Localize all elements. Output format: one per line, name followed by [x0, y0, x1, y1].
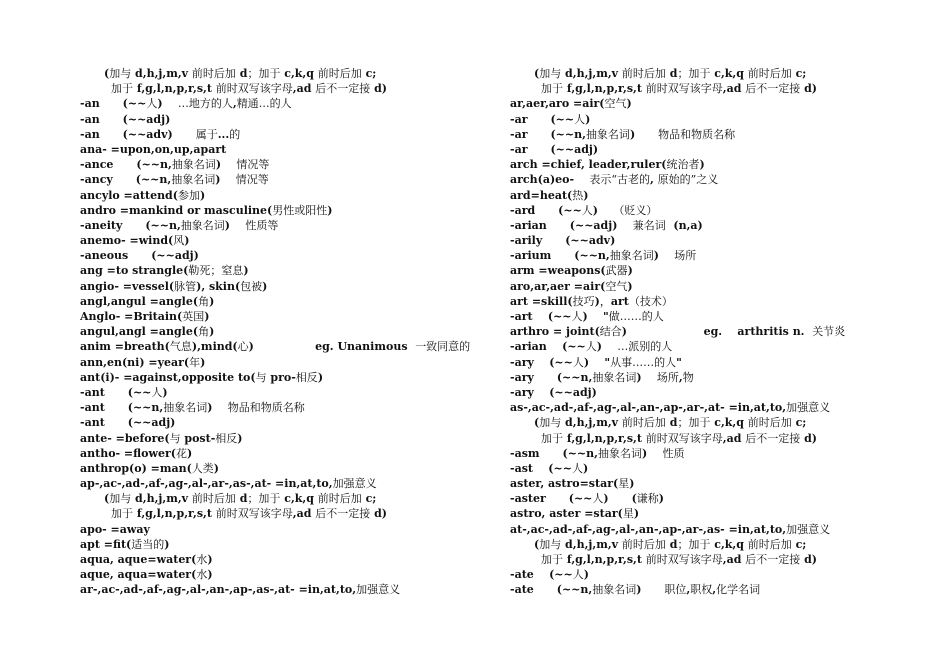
entry-line: -ary (~~adj): [510, 385, 597, 399]
entry-line: arch(a)eo- 表示“古老的, 原始的”之义: [510, 173, 719, 187]
entry-line: andro =mankind or masculine(男性或阳性): [80, 203, 333, 217]
entry-line: -ate (~~人): [510, 568, 589, 582]
entry-line: ang =to strangle(勒死；窒息): [80, 264, 249, 278]
entry-line: ar,aer,aro =air(空气): [510, 97, 632, 111]
entry-line: -asm (~~n,抽象名词) 性质: [510, 446, 685, 460]
entry-line: (加与 d,h,j,m,v 前时后加 d；加于 c,k,q 前时后加 c;: [104, 67, 377, 80]
entry-line: 加于 f,g,l,n,p,r,s,t 前时双写该字母,ad 后不一定接 d): [541, 82, 818, 96]
entry-line: ana- =upon,on,up,apart: [80, 142, 227, 156]
entry-line: as-,ac-,ad-,af-,ag-,al-,an-,ap-,ar-,at- =in,at,to,加强意义: [510, 401, 831, 415]
entry-line: -an (~~adj): [80, 112, 171, 126]
entry-line: astro, aster =star(星): [510, 507, 640, 521]
entry-line: -ate (~~n,抽象名词) 职位,职权,化学名词: [510, 583, 761, 597]
entry-line: -arium (~~n,抽象名词) 场所: [510, 249, 697, 263]
entry-line: 加于 f,g,l,n,p,r,s,t 前时双写该字母,ad 后不一定接 d): [111, 507, 388, 521]
entry-line: 加于 f,g,l,n,p,r,s,t 前时双写该字母,ad 后不一定接 d): [111, 82, 388, 96]
entry-line: -an (~~人) …地方的人,精通…的人: [80, 97, 292, 111]
right-column: [510, 66, 930, 598]
entry-line: anemo- =wind(风): [80, 234, 190, 248]
entry-line: (加与 d,h,j,m,v 前时后加 d；加于 c,k,q 前时后加 c;: [534, 537, 807, 551]
entry-line: -ary (~~n,抽象名词) 场所,物: [510, 370, 694, 384]
entry-line: angl,angul =angle(角): [80, 294, 215, 308]
entry-line: -arian (~~adj) 兼名词 (n,a): [510, 218, 703, 232]
entry-line: anthrop(o) =man(人类): [80, 461, 220, 475]
entry-line: -ance (~~n,抽象名词) 情况等: [80, 158, 270, 172]
entry-line: -ard (~~人) （贬义）: [510, 203, 658, 217]
entry-line: -art (~~人) "做……的人: [510, 310, 664, 323]
entry-line: aro,ar,aer =air(空气): [510, 279, 633, 293]
entry-line: 加于 f,g,l,n,p,r,s,t 前时双写该字母,ad 后不一定接 d): [541, 553, 818, 566]
entry-line: ann,en(ni) =year(年): [80, 355, 206, 369]
entry-line: -aster (~~人) (谦称): [510, 492, 664, 506]
entry-line: ante- =before(与 post-相反): [80, 431, 243, 445]
entry-line: ar-,ac-,ad-,af-,ag-,al-,an-,ap-,as-,at- =in,at,to,加强意义: [80, 583, 401, 597]
entry-line: -ar (~~adj): [510, 142, 599, 156]
entry-line: angul,angl =angle(角): [80, 325, 215, 339]
entry-line: -ar (~~人): [510, 112, 591, 126]
entry-line: -arily (~~adv): [510, 234, 616, 248]
entry-line: ancylo =attend(参加): [80, 188, 206, 202]
entry-line: aqua, aque=water(水): [80, 553, 213, 566]
entry-line: -ast (~~人): [510, 461, 589, 475]
entry-line: anim =breath(气息),mind(心) eg. Unanimous 一致同意的: [80, 340, 471, 354]
entry-line: ard=heat(热): [510, 188, 589, 202]
entry-line: ap-,ac-,ad-,af-,ag-,al-,ar-,as-,at- =in,at,to,加强意义: [80, 477, 377, 491]
entry-line: -aneous (~~adj): [80, 249, 199, 263]
entry-line: -aneity (~~n,抽象名词) 性质等: [80, 218, 279, 232]
entry-line: -an (~~adv) 属于...的: [80, 127, 241, 141]
entry-line: aque, aqua=water(水): [80, 568, 213, 582]
entry-line: -ancy (~~n,抽象名词) 情况等: [80, 173, 269, 187]
entry-line: -ary (~~人) "从事……的人": [510, 355, 682, 369]
left-column: [80, 66, 500, 598]
entry-line: arch =chief, leader,ruler(统治者): [510, 158, 705, 172]
entry-line: (加与 d,h,j,m,v 前时后加 d；加于 c,k,q 前时后加 c;: [534, 67, 807, 80]
entry-line: -ant (~~adj): [80, 416, 176, 430]
entry-line: at-,ac-,ad-,af-,ag-,al-,an-,ap-,ar-,as- =in,at,to,加强意义: [510, 522, 831, 536]
entry-line: arm =weapons(武器): [510, 264, 633, 278]
entry-line: -ant (~~人): [80, 385, 168, 399]
entry-line: antho- =flower(花): [80, 446, 193, 460]
entry-line: angio- =vessel(脉管), skin(包被): [80, 279, 268, 293]
entry-line: apt =fit(适当的): [80, 537, 170, 551]
entry-line: arthro = joint(结合) eg. arthritis n. 关节炎: [510, 325, 846, 339]
entry-line: -ant (~~n,抽象名词) 物品和物质名称: [80, 401, 305, 415]
entry-line: (加与 d,h,j,m,v 前时后加 d；加于 c,k,q 前时后加 c;: [534, 416, 807, 430]
entry-line: -ar (~~n,抽象名词) 物品和物质名称: [510, 127, 736, 141]
entry-line: art =skill(技巧)，art（技术）: [510, 294, 673, 308]
entry-line: aster, astro=star(星): [510, 477, 635, 491]
entry-line: apo- =away: [80, 522, 150, 536]
entry-line: 加于 f,g,l,n,p,r,s,t 前时双写该字母,ad 后不一定接 d): [541, 431, 818, 445]
entry-line: ant(i)- =against,opposite to(与 pro-相反): [80, 370, 324, 384]
entry-line: -arian (~~人) …派别的人: [510, 340, 673, 354]
entry-line: Anglo- =Britain(英国): [80, 310, 210, 323]
entry-line: (加与 d,h,j,m,v 前时后加 d；加于 c,k,q 前时后加 c;: [104, 492, 377, 506]
